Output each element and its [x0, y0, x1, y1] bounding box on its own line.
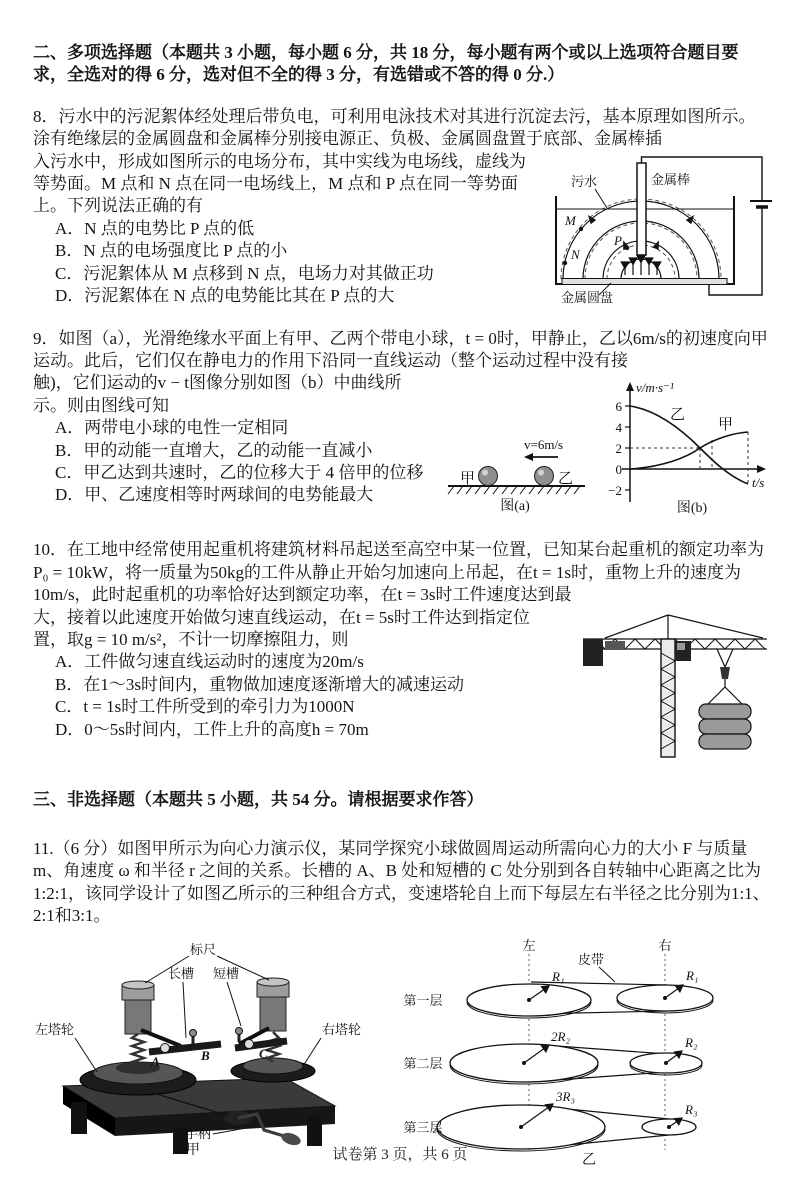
layer2-label: 第二层 [403, 1055, 443, 1071]
tick-neg2: −2 [608, 483, 622, 499]
point-m-dot [579, 226, 583, 230]
operator-cab [675, 641, 691, 661]
ball-yi-label: 乙 [558, 471, 574, 488]
sewage-label: 污水 [571, 173, 598, 189]
layer2-right-radius: R₂ [685, 1034, 698, 1050]
point-c-label: C [259, 1045, 268, 1061]
y-axis-label: v/m·s⁻¹ [636, 380, 674, 396]
q10-text-part1: 10．在工地中经常使用起重机将建筑材料吊起送至高空中某一位置，已知某台起重机的额定功率为P₀ = 10kW，将一质量为50kg的工件从静止开始匀加速向上吊起，在t = 1s时，重物上升的速度为10m/s，此时起重机的功率恰好达到额定功率，在t = 3s时工件速度达到最 [33, 540, 764, 605]
mast [661, 639, 675, 757]
q9-option-b: B．甲的动能一直增大，乙的动能一直减小 [55, 440, 373, 460]
left-spring [132, 1034, 144, 1066]
section3-heading: 三、非选择题（本题共 5 小题，共 54 分。请根据要求作答） [33, 789, 484, 809]
curve-jia-label: 甲 [718, 417, 734, 434]
q8-text-part1: 8．污水中的污泥絮体经处理后带负电，可利用电泳技术对其进行沉淀去污，基本原理如图所示。涂有绝缘层的金属圆盘和金属棒分别接电源正、负极、金属圆盘置于底部、金属棒插 [33, 106, 756, 149]
q8-option-d: D．污泥絮体在 N 点的电势能比其在 P 点的大 [55, 286, 395, 306]
long-slot [149, 1029, 221, 1052]
section2-heading: 二、多项选择题（本题共 3 小题，每小题 6 分，共 18 分，每小题有两个或以上选项符合题目要求，全选对的得 6 分，选对但不全的得 3 分，有选错或不答的得 0 分.） [33, 43, 739, 85]
tick-4: 4 [615, 420, 622, 436]
left-tower-wheel [80, 1062, 196, 1095]
q11-text: 11.（6 分）如图甲所示为向心力演示仪，某同学探究小球做圆周运动所需向心力的大小 F 与质量 m、角速度 ω 和半径 r 之间的关系。长槽的 A、B 处和短槽的 C 处分别到各自转轴中心距离之比为1:2:1，该同学设计了如图乙所示的三种组合方式，变速塔轮自上而下每层左右半径之比分别为1:1、2:1和3:1。 [33, 839, 770, 926]
vt-graph [592, 374, 772, 516]
fig-b-caption: 图(b) [676, 501, 708, 517]
tick-0: 0 [615, 462, 622, 478]
point-p-dot [625, 245, 629, 249]
ball-yi [535, 467, 554, 486]
crane-illustration [567, 609, 772, 759]
layer1-left-radius: R₁ [552, 968, 565, 984]
hook-block [720, 667, 730, 679]
ground [448, 486, 585, 494]
point-m-label: M [565, 212, 576, 228]
battery-icon [750, 201, 772, 207]
point-b-label: B [201, 1047, 210, 1063]
q9-figures [440, 374, 772, 516]
question-11 [33, 838, 772, 1166]
q10-option-b: B．在1～3s时间内，重物做加速度逐渐增大的减速运动 [55, 674, 464, 694]
belt-pointer [599, 967, 615, 982]
belt-label: 皮带 [577, 951, 605, 967]
layer1-group [467, 982, 713, 1018]
left-ruler-post [122, 981, 154, 1034]
q8-option-c: C．污泥絮体从 M 点移到 N 点，电场力对其做正功 [55, 263, 434, 283]
curve-yi-label: 乙 [670, 407, 686, 424]
q8-option-a: A．N 点的电势比 P 点的低 [55, 218, 255, 238]
left-wheel-label: 左塔轮 [35, 1021, 75, 1037]
q9-text-part1: 9．如图（a），光滑绝缘水平面上有甲、乙两个带电小球，t = 0时，甲静止，乙以6m/s的初速度向甲运动。此后，它们仅在静电力的作用下沿同一直线运动（整个运动过程中没有接 [33, 328, 768, 371]
short-slot-pointer [227, 982, 241, 1026]
guide-dashes [630, 432, 748, 484]
load [699, 704, 751, 749]
fig-a-caption: 图(a) [500, 499, 530, 515]
velocity-arrow [524, 453, 558, 461]
rod-label: 金属棒 [651, 171, 691, 187]
q9-option-c: C．甲乙达到共速时，乙的位移大于 4 倍甲的位移 [55, 463, 424, 483]
sewage-pointer [595, 189, 607, 208]
q11-figures [33, 938, 772, 1166]
counter-jib-cabinet [605, 641, 625, 650]
left-axis-label: 左 [522, 937, 536, 953]
question-10 [33, 539, 772, 762]
left-wheel-pointer [75, 1038, 97, 1072]
point-p-label: P [614, 232, 622, 248]
layer3-right-radius: R₃ [685, 1101, 698, 1117]
tower-top [605, 615, 763, 639]
question-8 [33, 106, 772, 309]
question-9 [33, 328, 772, 521]
electrophoresis-diagram [537, 153, 772, 305]
q10-text-part2: 大，接着以此速度开始做匀速直线运动，在t = 5s时工件达到指定位置，取g = 10 m/s²，不计一切摩擦阻力，则 [33, 607, 530, 650]
tick-6: 6 [615, 399, 622, 415]
ruler-label: 标尺 [189, 941, 217, 957]
ball-jia-label: 甲 [460, 471, 476, 488]
long-slot-label: 长槽 [167, 965, 195, 981]
point-n-label: N [571, 246, 580, 262]
right-ruler-post [257, 978, 289, 1031]
q10-option-a: A．工件做匀速直线运动时的速度为20m/s [55, 652, 364, 672]
q8-text-part2: 入污水中，形成如图所示的电场分布，其中实线为电场线，虚线为等势面。M 点和 N 点在同一电场线上，M 点和 P 点在同一等势面上。下列说法正确的有 [33, 151, 526, 216]
right-wheel-label: 右塔轮 [321, 1021, 361, 1037]
left-arm [141, 1030, 181, 1046]
layer3-label: 第三层 [403, 1119, 443, 1135]
point-n-dot [563, 260, 567, 264]
balls-diagram [440, 406, 590, 514]
x-axis-label: t/s [752, 475, 765, 491]
q10-option-d: D．0～5s时间内，工件上升的高度h = 70m [55, 719, 369, 739]
pulley-layers-diagram [379, 938, 751, 1166]
fig-yi-caption: 乙 [582, 1152, 596, 1166]
layer1-label: 第一层 [403, 992, 443, 1008]
q8-option-b: B．N 点的电场强度比 P 点的小 [55, 241, 288, 261]
tick-2: 2 [615, 441, 622, 457]
right-wheel-pointer [303, 1038, 321, 1066]
disc-label: 金属圆盘 [561, 289, 614, 305]
q8-figure [537, 153, 772, 305]
metal-disc [562, 278, 727, 284]
q9-text-part2: 触)，它们运动的v − t图像分别如图（b）中曲线所示。则由图线可知 [33, 373, 402, 415]
metal-rod [637, 163, 646, 255]
handle-label: 手柄 [185, 1125, 212, 1141]
layer2-group [450, 1044, 702, 1084]
q10-figure [567, 609, 772, 759]
short-slot-label: 短槽 [212, 965, 240, 981]
fig-jia-caption: 甲 [186, 1142, 200, 1156]
long-slot-pointer [183, 982, 186, 1038]
layer1-right-radius: R₁ [686, 967, 699, 983]
q9-option-a: A．两带电小球的电性一定相同 [55, 418, 289, 438]
ball-jia [479, 467, 498, 486]
counterweight [583, 639, 603, 666]
right-axis-label: 右 [658, 937, 672, 953]
q9-option-d: D．甲、乙速度相等时两球间的电势能最大 [55, 485, 374, 505]
layer3-left-radius: 3R₃ [556, 1088, 575, 1104]
page-footer: 试卷第 3 页，共 6 页 [332, 1147, 468, 1163]
point-a-label: A [151, 1053, 160, 1069]
layer2-left-radius: 2R₂ [551, 1028, 570, 1044]
velocity-label: v=6m/s [524, 437, 564, 453]
centripetal-apparatus [33, 938, 363, 1156]
q10-option-c: C．t = 1s时工件所受到的牵引力为1000N [55, 697, 355, 717]
